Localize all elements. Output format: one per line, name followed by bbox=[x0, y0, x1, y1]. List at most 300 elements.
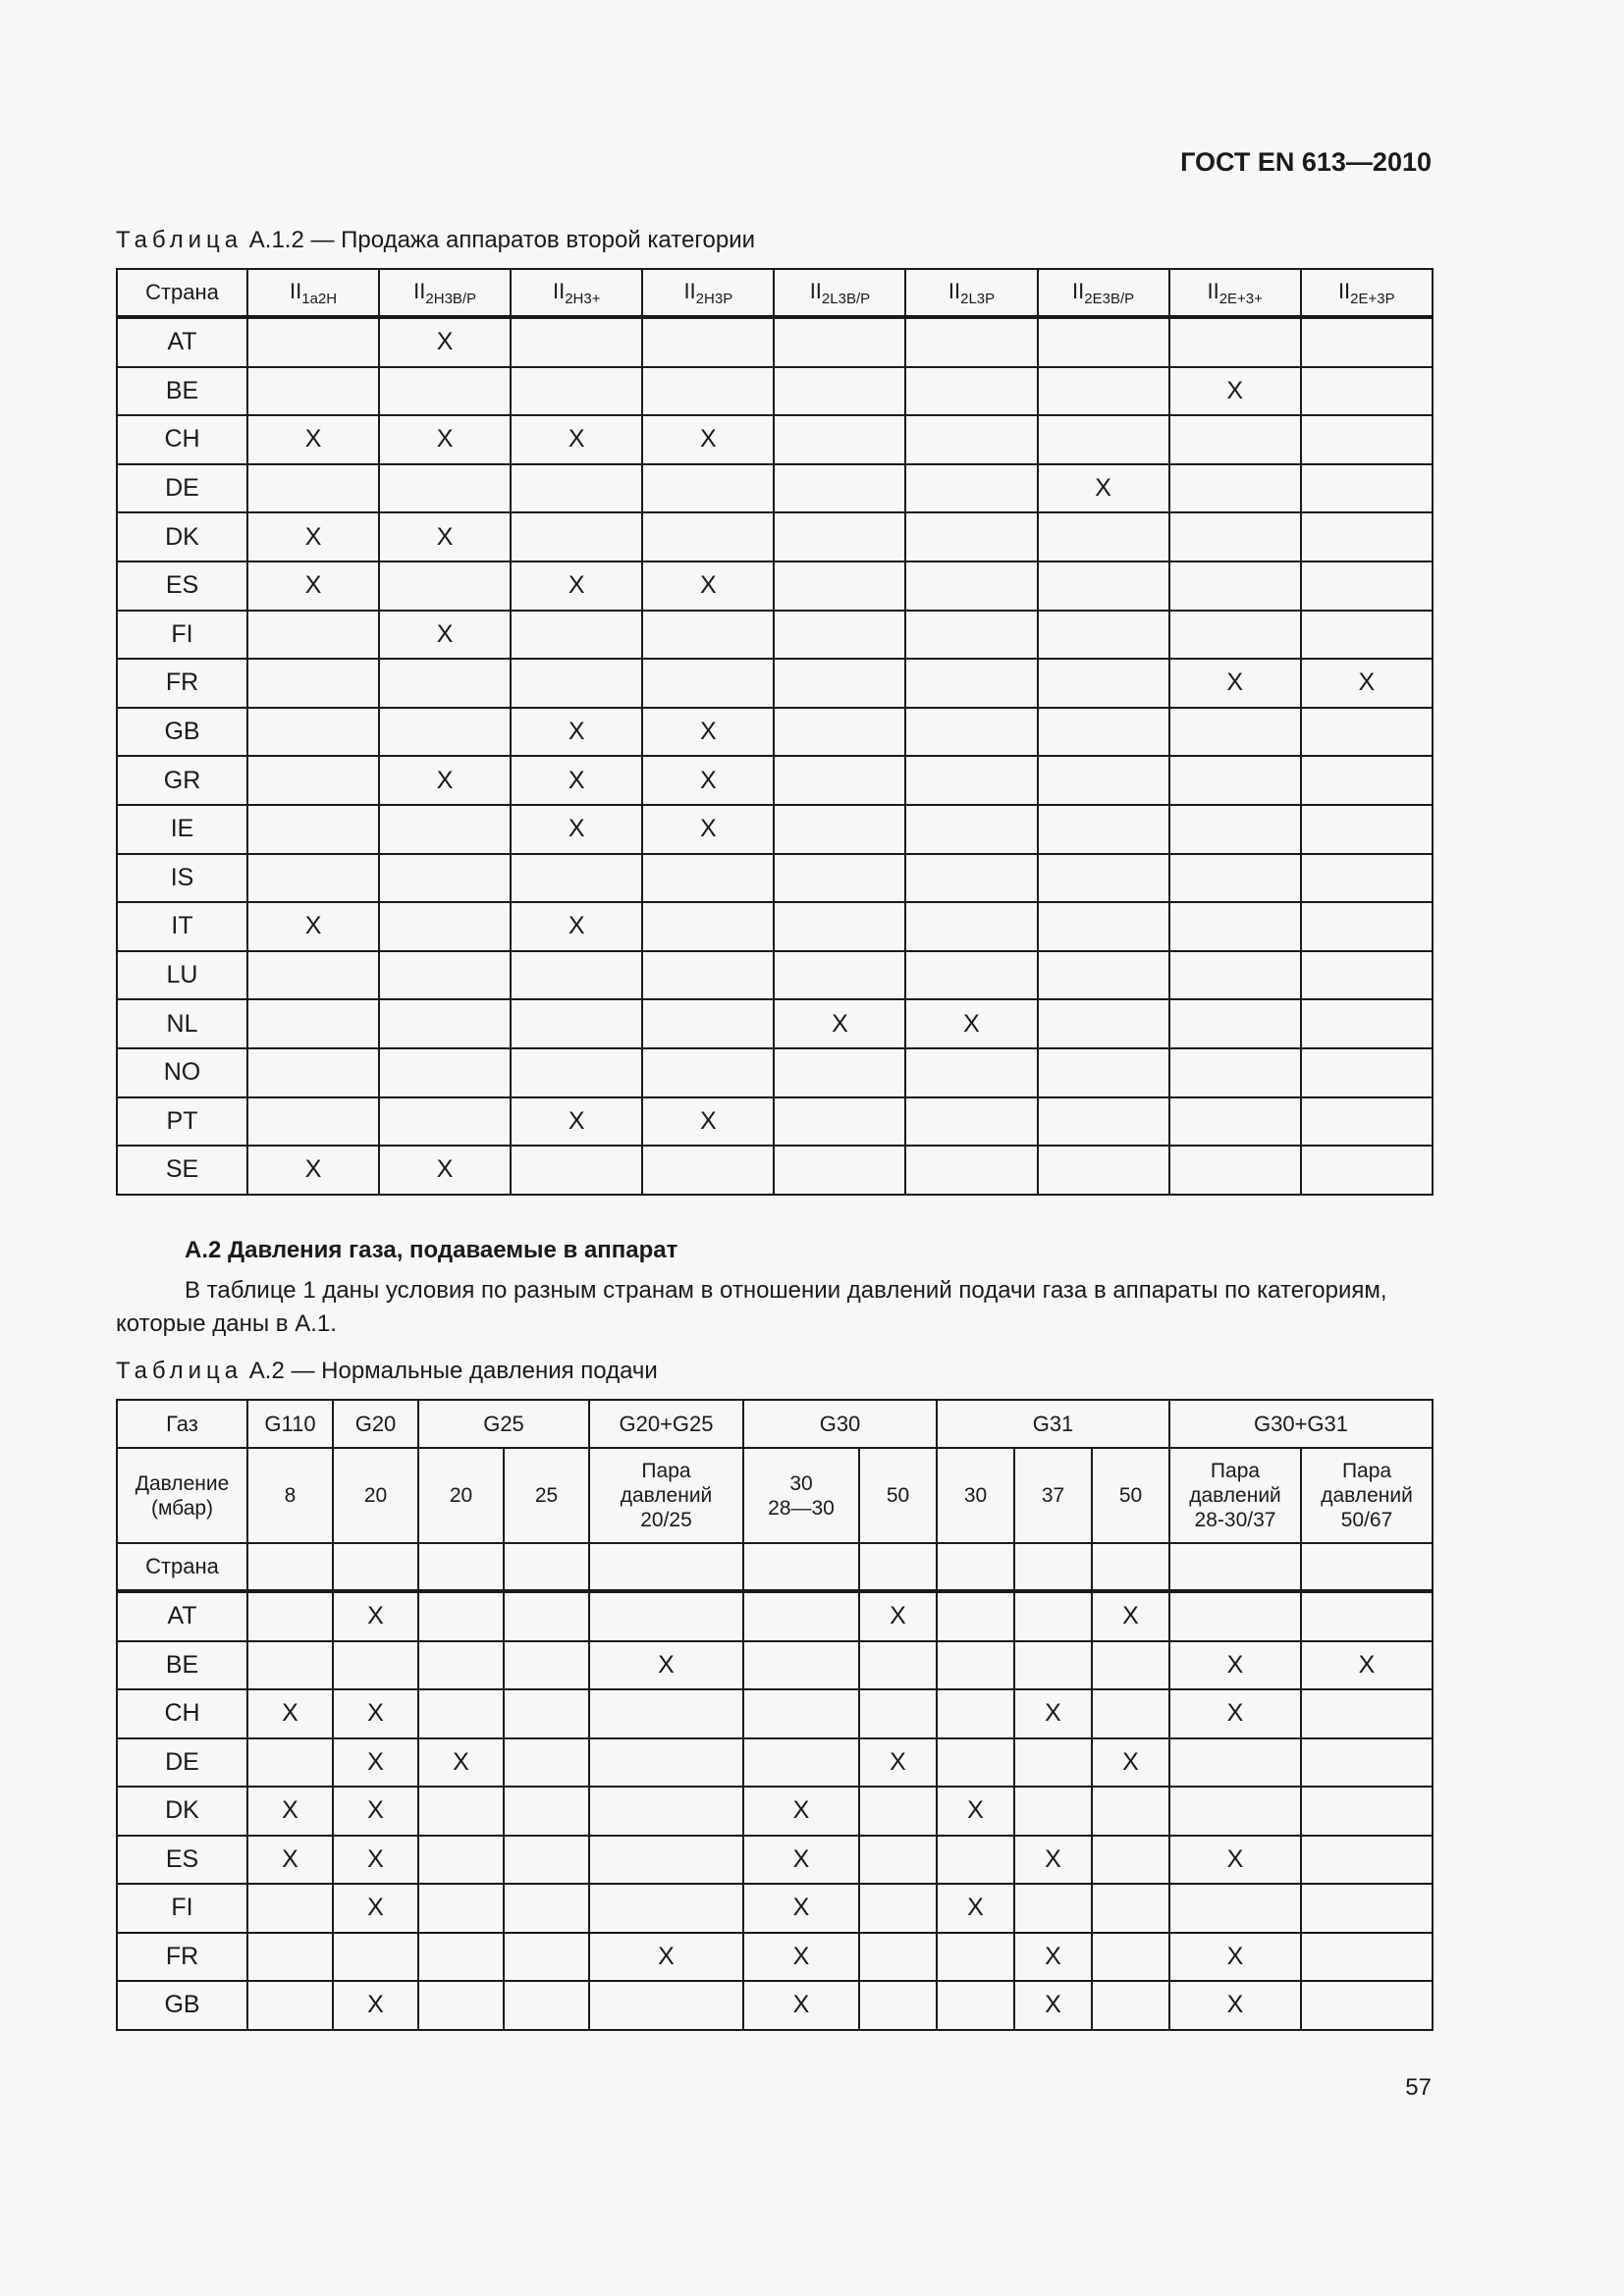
mark-cell: X bbox=[511, 805, 642, 854]
section-heading: А.2 Давления газа, подаваемые в аппарат bbox=[185, 1237, 678, 1263]
table-row bbox=[117, 1591, 1433, 1641]
mark-cell bbox=[589, 1689, 743, 1738]
table-row bbox=[117, 756, 1433, 805]
mark-cell bbox=[937, 1981, 1014, 2030]
mark-cell: X bbox=[379, 415, 511, 464]
table1-caption-label: Таблица bbox=[116, 227, 244, 253]
gas-group-cell: G31 bbox=[937, 1400, 1169, 1448]
pressure-value-cell: 30 bbox=[937, 1448, 1014, 1543]
category-header-cell bbox=[905, 269, 1037, 317]
mark-cell bbox=[1038, 611, 1169, 660]
mark-cell bbox=[247, 1641, 333, 1690]
mark-cell bbox=[937, 1689, 1014, 1738]
mark-cell: X bbox=[379, 512, 511, 561]
gas-group-cell: G20 bbox=[333, 1400, 418, 1448]
mark-cell bbox=[1014, 1738, 1092, 1788]
country-cell: DE bbox=[117, 464, 247, 513]
mark-cell bbox=[418, 1981, 504, 2030]
mark-cell bbox=[247, 756, 379, 805]
mark-cell bbox=[589, 1884, 743, 1933]
category-subscript: 2H3P bbox=[695, 290, 733, 307]
mark-cell bbox=[642, 1146, 774, 1195]
mark-cell bbox=[774, 1048, 905, 1097]
empty-cell bbox=[1092, 1543, 1169, 1591]
mark-cell bbox=[905, 464, 1037, 513]
category-subscript: 2L3P bbox=[960, 290, 996, 307]
country-cell: IS bbox=[117, 854, 247, 903]
category-base: II bbox=[1072, 278, 1085, 303]
mark-cell bbox=[333, 1641, 418, 1690]
mark-cell bbox=[1301, 708, 1433, 757]
country-cell: GB bbox=[117, 708, 247, 757]
table-row bbox=[117, 1738, 1433, 1788]
mark-cell bbox=[418, 1641, 504, 1690]
mark-cell bbox=[504, 1689, 589, 1738]
mark-cell bbox=[379, 367, 511, 416]
mark-cell: X bbox=[937, 1787, 1014, 1836]
country-cell: FI bbox=[117, 1884, 247, 1933]
mark-cell bbox=[1301, 561, 1433, 611]
mark-cell bbox=[247, 1591, 333, 1641]
mark-cell bbox=[905, 708, 1037, 757]
mark-cell: X bbox=[333, 1787, 418, 1836]
mark-cell bbox=[1301, 464, 1433, 513]
table1-caption-text: А.1.2 — Продажа аппаратов второй категории bbox=[248, 227, 756, 253]
mark-cell: X bbox=[247, 902, 379, 951]
category-header-cell bbox=[774, 269, 905, 317]
table-row bbox=[117, 1641, 1433, 1690]
page-number: 57 bbox=[1405, 2074, 1432, 2101]
mark-cell bbox=[1301, 805, 1433, 854]
mark-cell bbox=[1301, 1884, 1433, 1933]
mark-cell bbox=[589, 1591, 743, 1641]
mark-cell bbox=[1038, 512, 1169, 561]
mark-cell: X bbox=[1092, 1591, 1169, 1641]
mark-cell: X bbox=[1169, 1641, 1301, 1690]
table1-caption bbox=[116, 227, 755, 254]
empty-cell bbox=[589, 1543, 743, 1591]
country-cell: SE bbox=[117, 1146, 247, 1195]
document-code: ГОСТ EN 613—2010 bbox=[1180, 147, 1432, 177]
category-subscript: 2E+3P bbox=[1350, 290, 1395, 307]
mark-cell: X bbox=[1014, 1689, 1092, 1738]
table-row bbox=[117, 951, 1433, 1000]
mark-cell bbox=[774, 805, 905, 854]
pressure-value-cell: 20 bbox=[418, 1448, 504, 1543]
table-row bbox=[117, 1981, 1433, 2030]
mark-cell bbox=[642, 512, 774, 561]
country-cell: BE bbox=[117, 367, 247, 416]
mark-cell bbox=[1169, 1787, 1301, 1836]
country-cell: DK bbox=[117, 512, 247, 561]
mark-cell bbox=[379, 1097, 511, 1147]
empty-cell bbox=[1301, 1543, 1433, 1591]
mark-cell: X bbox=[333, 1836, 418, 1885]
mark-cell bbox=[1301, 1933, 1433, 1982]
mark-cell: X bbox=[333, 1591, 418, 1641]
mark-cell bbox=[1014, 1884, 1092, 1933]
mark-cell: X bbox=[247, 512, 379, 561]
category-header-cell bbox=[1038, 269, 1169, 317]
mark-cell: X bbox=[247, 1146, 379, 1195]
mark-cell: X bbox=[1301, 659, 1433, 708]
pressure-value-cell: 50 bbox=[1092, 1448, 1169, 1543]
country-cell: ES bbox=[117, 1836, 247, 1885]
country-cell: BE bbox=[117, 1641, 247, 1690]
table-row bbox=[117, 464, 1433, 513]
mark-cell bbox=[247, 1933, 333, 1982]
pressure-row bbox=[117, 1448, 1433, 1543]
mark-cell bbox=[247, 464, 379, 513]
gas-group-cell: G30 bbox=[743, 1400, 937, 1448]
mark-cell bbox=[511, 951, 642, 1000]
mark-cell bbox=[774, 854, 905, 903]
mark-cell bbox=[504, 1641, 589, 1690]
mark-cell bbox=[642, 317, 774, 367]
mark-cell bbox=[859, 1933, 937, 1982]
mark-cell: X bbox=[642, 561, 774, 611]
mark-cell: X bbox=[511, 561, 642, 611]
pressure-label-cell: Давление (мбар) bbox=[117, 1448, 247, 1543]
table1-header-row bbox=[117, 269, 1433, 317]
mark-cell bbox=[247, 1884, 333, 1933]
mark-cell bbox=[1301, 1097, 1433, 1147]
mark-cell bbox=[1301, 415, 1433, 464]
mark-cell bbox=[937, 1933, 1014, 1982]
mark-cell bbox=[1169, 1048, 1301, 1097]
mark-cell bbox=[642, 902, 774, 951]
category-base: II bbox=[1207, 278, 1219, 303]
mark-cell: X bbox=[379, 611, 511, 660]
pressure-value-cell: Пара давлений 20/25 bbox=[589, 1448, 743, 1543]
gas-group-cell: G110 bbox=[247, 1400, 333, 1448]
mark-cell bbox=[642, 611, 774, 660]
mark-cell bbox=[905, 756, 1037, 805]
table-row bbox=[117, 611, 1433, 660]
mark-cell bbox=[937, 1591, 1014, 1641]
mark-cell: X bbox=[1169, 367, 1301, 416]
category-subscript: 2H3+ bbox=[565, 290, 601, 307]
mark-cell bbox=[642, 1048, 774, 1097]
pressure-value-cell: Пара давлений 50/67 bbox=[1301, 1448, 1433, 1543]
mark-cell bbox=[1038, 561, 1169, 611]
mark-cell: X bbox=[642, 756, 774, 805]
mark-cell bbox=[774, 1146, 905, 1195]
mark-cell bbox=[1169, 999, 1301, 1048]
mark-cell bbox=[1301, 756, 1433, 805]
mark-cell bbox=[1169, 317, 1301, 367]
empty-cell bbox=[937, 1543, 1014, 1591]
mark-cell: X bbox=[379, 1146, 511, 1195]
mark-cell bbox=[247, 854, 379, 903]
table-row bbox=[117, 999, 1433, 1048]
mark-cell bbox=[247, 999, 379, 1048]
mark-cell bbox=[511, 1048, 642, 1097]
mark-cell: X bbox=[1301, 1641, 1433, 1690]
mark-cell: X bbox=[511, 1097, 642, 1147]
category-base: II bbox=[947, 278, 961, 303]
mark-cell bbox=[905, 659, 1037, 708]
mark-cell: X bbox=[333, 1884, 418, 1933]
mark-cell bbox=[1092, 1689, 1169, 1738]
country-header-cell: Страна bbox=[117, 269, 247, 317]
empty-cell bbox=[743, 1543, 859, 1591]
mark-cell: X bbox=[1014, 1981, 1092, 2030]
mark-cell bbox=[511, 611, 642, 660]
mark-cell bbox=[1301, 854, 1433, 903]
mark-cell bbox=[247, 1738, 333, 1788]
table-row bbox=[117, 805, 1433, 854]
mark-cell bbox=[1301, 611, 1433, 660]
mark-cell bbox=[937, 1641, 1014, 1690]
country-cell: IT bbox=[117, 902, 247, 951]
mark-cell bbox=[418, 1836, 504, 1885]
mark-cell bbox=[1169, 756, 1301, 805]
pressure-value-cell: 30 28—30 bbox=[743, 1448, 859, 1543]
mark-cell bbox=[905, 1097, 1037, 1147]
mark-cell bbox=[1092, 1933, 1169, 1982]
category-base: II bbox=[1337, 278, 1351, 303]
mark-cell: X bbox=[1169, 1981, 1301, 2030]
mark-cell bbox=[1014, 1591, 1092, 1641]
category-base: II bbox=[290, 278, 302, 303]
mark-cell bbox=[247, 611, 379, 660]
table2-caption-text: А.2 — Нормальные давления подачи bbox=[248, 1358, 658, 1384]
mark-cell bbox=[1169, 1738, 1301, 1788]
mark-cell bbox=[905, 854, 1037, 903]
mark-cell bbox=[1038, 805, 1169, 854]
mark-cell: X bbox=[589, 1933, 743, 1982]
mark-cell bbox=[333, 1933, 418, 1982]
country-label-cell: Страна bbox=[117, 1543, 247, 1591]
mark-cell bbox=[1038, 367, 1169, 416]
mark-cell bbox=[379, 659, 511, 708]
mark-cell: X bbox=[247, 1787, 333, 1836]
mark-cell bbox=[905, 1048, 1037, 1097]
country-cell: IE bbox=[117, 805, 247, 854]
mark-cell bbox=[1301, 1738, 1433, 1788]
category-header-cell bbox=[247, 269, 379, 317]
mark-cell bbox=[504, 1884, 589, 1933]
country-cell: NO bbox=[117, 1048, 247, 1097]
mark-cell bbox=[418, 1591, 504, 1641]
country-cell: NL bbox=[117, 999, 247, 1048]
country-cell: LU bbox=[117, 951, 247, 1000]
category-subscript: 2H3B/P bbox=[425, 290, 477, 307]
gas-group-cell: G20+G25 bbox=[589, 1400, 743, 1448]
mark-cell bbox=[1301, 1591, 1433, 1641]
country-cell: GR bbox=[117, 756, 247, 805]
table-row bbox=[117, 1787, 1433, 1836]
mark-cell bbox=[1301, 1048, 1433, 1097]
mark-cell: X bbox=[642, 415, 774, 464]
mark-cell: X bbox=[774, 999, 905, 1048]
mark-cell bbox=[774, 464, 905, 513]
category-base: II bbox=[413, 278, 426, 303]
mark-cell bbox=[1169, 561, 1301, 611]
mark-cell: X bbox=[589, 1641, 743, 1690]
mark-cell bbox=[1038, 756, 1169, 805]
empty-cell bbox=[418, 1543, 504, 1591]
mark-cell bbox=[379, 951, 511, 1000]
mark-cell bbox=[905, 367, 1037, 416]
table-row bbox=[117, 1146, 1433, 1195]
mark-cell: X bbox=[859, 1738, 937, 1788]
mark-cell: X bbox=[642, 1097, 774, 1147]
category-subscript: 1a2H bbox=[301, 290, 338, 307]
pressure-value-cell: 20 bbox=[333, 1448, 418, 1543]
mark-cell bbox=[511, 854, 642, 903]
category-header-cell bbox=[642, 269, 774, 317]
country-cell: ES bbox=[117, 561, 247, 611]
mark-cell bbox=[774, 611, 905, 660]
table-row bbox=[117, 1884, 1433, 1933]
category-header-cell bbox=[511, 269, 642, 317]
mark-cell bbox=[642, 367, 774, 416]
mark-cell: X bbox=[1169, 1836, 1301, 1885]
mark-cell bbox=[511, 464, 642, 513]
country-cell: PT bbox=[117, 1097, 247, 1147]
mark-cell: X bbox=[511, 902, 642, 951]
country-cell: CH bbox=[117, 415, 247, 464]
gas-label-cell: Газ bbox=[117, 1400, 247, 1448]
mark-cell: X bbox=[743, 1884, 859, 1933]
mark-cell bbox=[1169, 464, 1301, 513]
mark-cell bbox=[589, 1787, 743, 1836]
table2-caption-label: Таблица bbox=[116, 1358, 244, 1384]
country-cell: FR bbox=[117, 659, 247, 708]
mark-cell bbox=[1169, 708, 1301, 757]
mark-cell: X bbox=[743, 1981, 859, 2030]
category-base: II bbox=[552, 278, 566, 303]
mark-cell: X bbox=[937, 1884, 1014, 1933]
category-subscript: 2E+3+ bbox=[1218, 290, 1263, 307]
mark-cell bbox=[905, 512, 1037, 561]
mark-cell bbox=[589, 1836, 743, 1885]
mark-cell bbox=[379, 708, 511, 757]
mark-cell: X bbox=[247, 415, 379, 464]
mark-cell bbox=[418, 1884, 504, 1933]
mark-cell bbox=[418, 1933, 504, 1982]
category-header-cell bbox=[1301, 269, 1433, 317]
table2-caption bbox=[116, 1358, 658, 1385]
mark-cell bbox=[642, 659, 774, 708]
mark-cell bbox=[247, 1981, 333, 2030]
mark-cell bbox=[1169, 1884, 1301, 1933]
mark-cell bbox=[1169, 1097, 1301, 1147]
mark-cell bbox=[1014, 1787, 1092, 1836]
table-row bbox=[117, 1933, 1433, 1982]
mark-cell bbox=[504, 1836, 589, 1885]
mark-cell bbox=[859, 1884, 937, 1933]
mark-cell bbox=[1301, 367, 1433, 416]
mark-cell bbox=[1038, 1097, 1169, 1147]
mark-cell bbox=[247, 708, 379, 757]
mark-cell bbox=[743, 1591, 859, 1641]
mark-cell bbox=[379, 561, 511, 611]
mark-cell: X bbox=[1169, 1933, 1301, 1982]
pressure-value-cell: 8 bbox=[247, 1448, 333, 1543]
country-cell: GB bbox=[117, 1981, 247, 2030]
mark-cell bbox=[774, 367, 905, 416]
country-label-row bbox=[117, 1543, 1433, 1591]
gas-group-cell: G25 bbox=[418, 1400, 589, 1448]
mark-cell: X bbox=[511, 756, 642, 805]
table-row bbox=[117, 708, 1433, 757]
mark-cell: X bbox=[1169, 1689, 1301, 1738]
mark-cell bbox=[418, 1689, 504, 1738]
mark-cell bbox=[1092, 1836, 1169, 1885]
mark-cell bbox=[511, 1146, 642, 1195]
mark-cell bbox=[379, 999, 511, 1048]
mark-cell bbox=[1014, 1641, 1092, 1690]
mark-cell bbox=[1038, 854, 1169, 903]
mark-cell bbox=[905, 611, 1037, 660]
mark-cell: X bbox=[1169, 659, 1301, 708]
mark-cell bbox=[905, 415, 1037, 464]
mark-cell bbox=[504, 1981, 589, 2030]
mark-cell bbox=[1301, 1981, 1433, 2030]
mark-cell bbox=[905, 561, 1037, 611]
mark-cell bbox=[774, 756, 905, 805]
mark-cell bbox=[511, 367, 642, 416]
mark-cell: X bbox=[333, 1981, 418, 2030]
mark-cell bbox=[1169, 902, 1301, 951]
mark-cell bbox=[511, 317, 642, 367]
mark-cell bbox=[1038, 951, 1169, 1000]
mark-cell: X bbox=[1038, 464, 1169, 513]
mark-cell bbox=[774, 317, 905, 367]
category-base: II bbox=[683, 278, 696, 303]
mark-cell bbox=[589, 1981, 743, 2030]
mark-cell: X bbox=[1014, 1836, 1092, 1885]
mark-cell bbox=[1169, 611, 1301, 660]
mark-cell: X bbox=[247, 1689, 333, 1738]
mark-cell bbox=[1038, 1048, 1169, 1097]
table-appliance-sales bbox=[116, 268, 1434, 1196]
mark-cell bbox=[379, 1048, 511, 1097]
table-row bbox=[117, 367, 1433, 416]
mark-cell bbox=[774, 902, 905, 951]
gas-header-row bbox=[117, 1400, 1433, 1448]
mark-cell bbox=[247, 805, 379, 854]
table-row bbox=[117, 1048, 1433, 1097]
country-cell: AT bbox=[117, 317, 247, 367]
mark-cell bbox=[1092, 1884, 1169, 1933]
mark-cell bbox=[859, 1981, 937, 2030]
mark-cell bbox=[504, 1738, 589, 1788]
mark-cell bbox=[1301, 1689, 1433, 1738]
mark-cell bbox=[504, 1933, 589, 1982]
country-cell: FR bbox=[117, 1933, 247, 1982]
mark-cell bbox=[504, 1787, 589, 1836]
mark-cell bbox=[743, 1689, 859, 1738]
mark-cell bbox=[642, 999, 774, 1048]
mark-cell bbox=[1038, 1146, 1169, 1195]
country-cell: DE bbox=[117, 1738, 247, 1788]
mark-cell bbox=[379, 902, 511, 951]
mark-cell bbox=[859, 1689, 937, 1738]
table-row bbox=[117, 659, 1433, 708]
mark-cell bbox=[859, 1836, 937, 1885]
mark-cell: X bbox=[333, 1738, 418, 1788]
mark-cell: X bbox=[743, 1836, 859, 1885]
mark-cell bbox=[905, 951, 1037, 1000]
mark-cell bbox=[937, 1738, 1014, 1788]
mark-cell bbox=[937, 1836, 1014, 1885]
mark-cell: X bbox=[247, 1836, 333, 1885]
mark-cell bbox=[247, 951, 379, 1000]
